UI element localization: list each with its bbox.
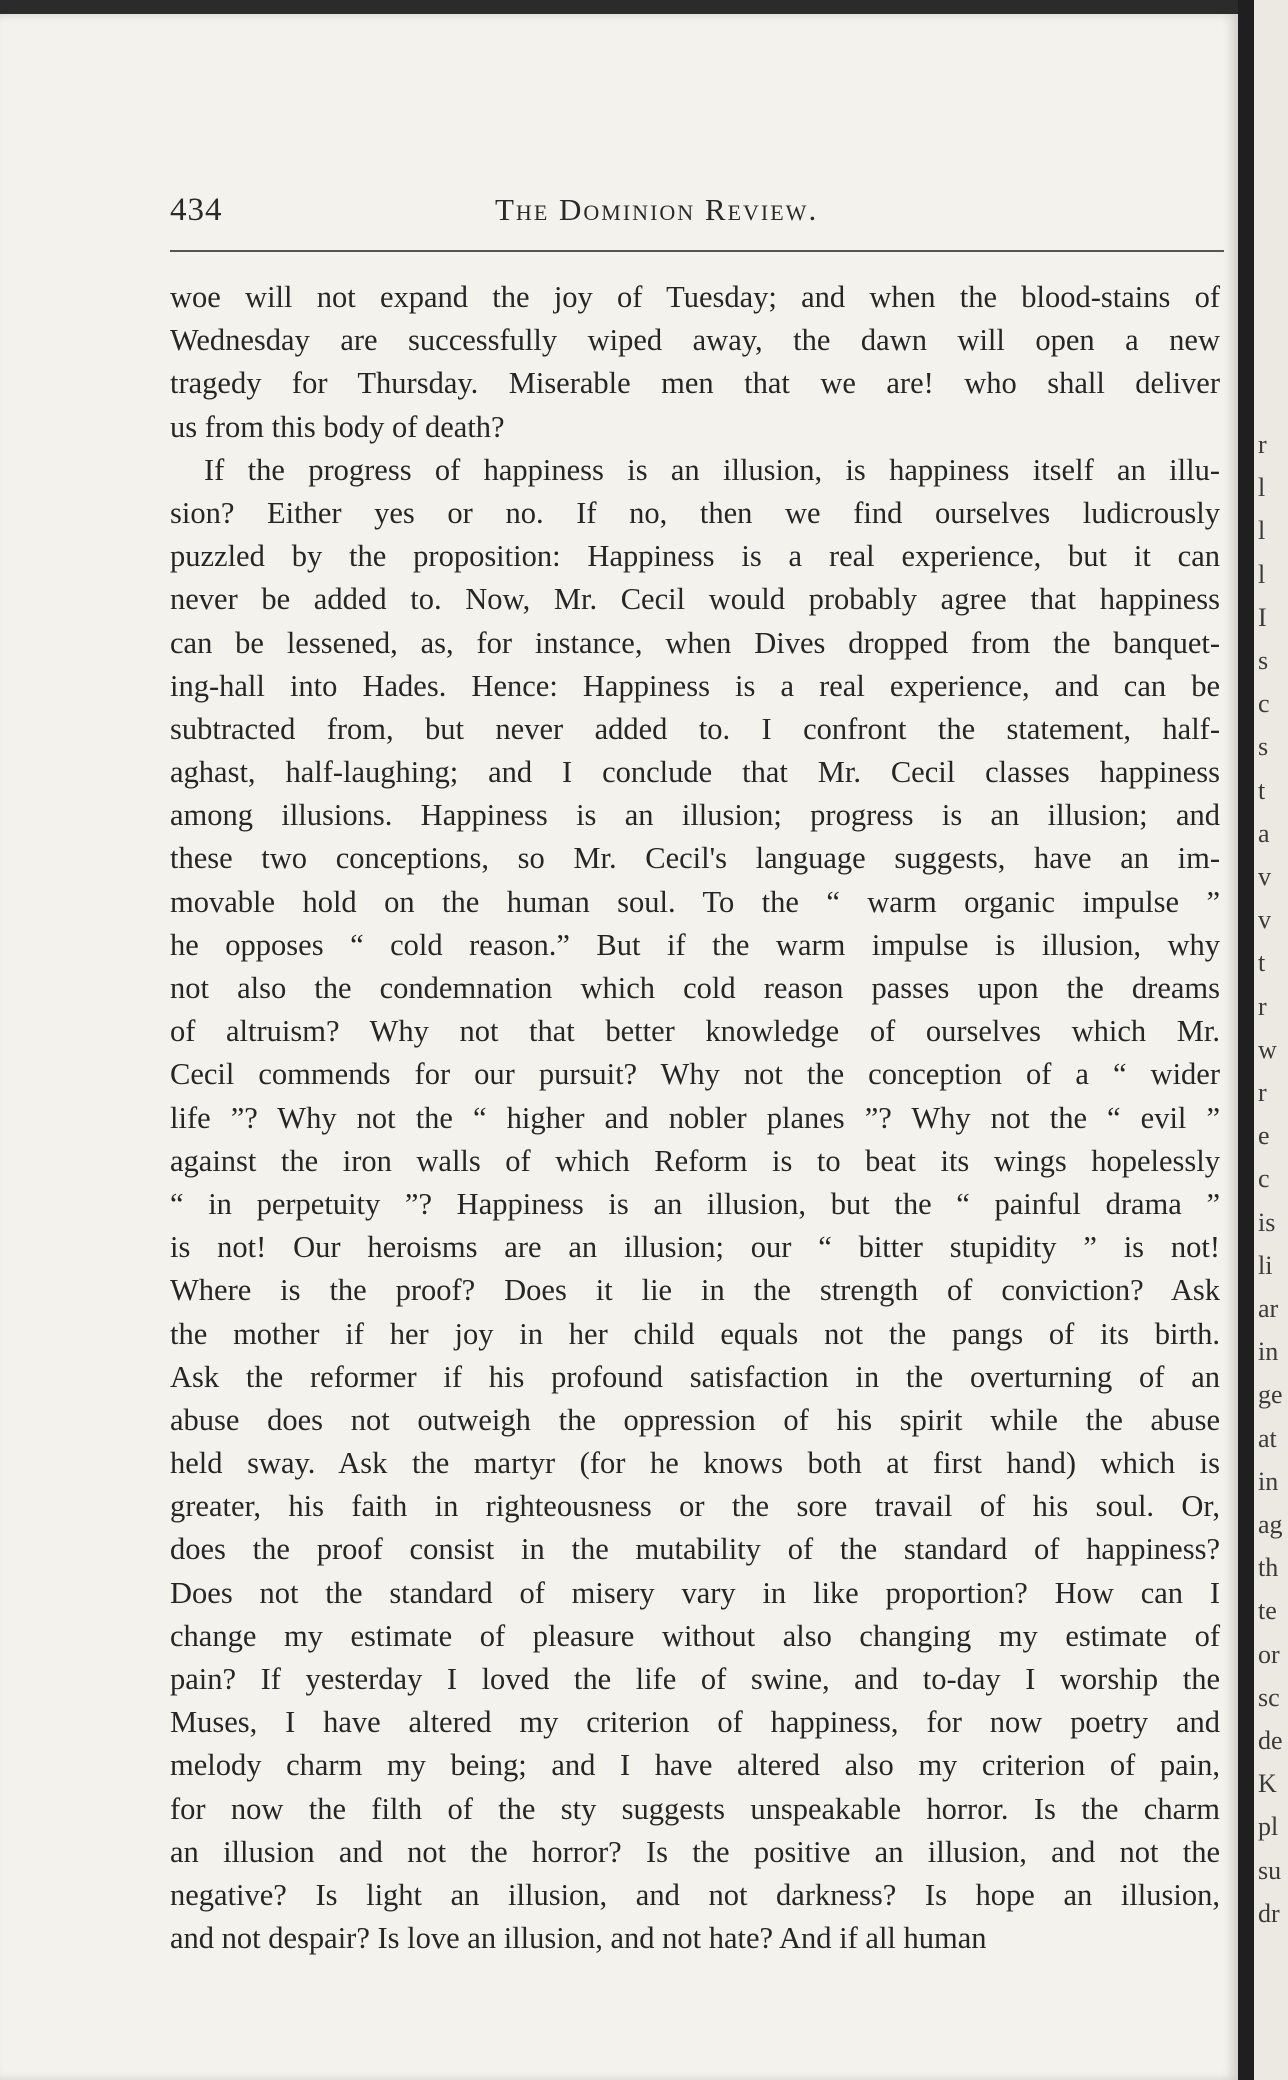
text-line: for now the filth of the sty suggests unspeakable horror. Is the charm	[170, 1791, 1220, 1826]
text-line: subtracted from, but never added to. I confront the statement, half-	[170, 711, 1220, 746]
facing-page-fragment: in	[1258, 1466, 1279, 1496]
text-line: these two conceptions, so Mr. Cecil's language suggests, have an im-	[170, 841, 1220, 876]
facing-page-fragment: v	[1258, 862, 1271, 891]
facing-page-fragment: t	[1258, 948, 1266, 978]
book-gutter	[1238, 0, 1254, 2080]
text-line: an illusion and not the horror? Is the positive an illusion, and not the	[170, 1834, 1220, 1869]
text-line: Cecil commends for our pursuit? Why not the conception of a “ wider	[170, 1057, 1220, 1092]
facing-page-fragment: w	[1258, 1034, 1277, 1064]
text-line: melody charm my being; and I have altered also my criterion of pain,	[170, 1748, 1220, 1783]
text-line: Muses, I have altered my criterion of happiness, for now poetry and	[170, 1705, 1220, 1740]
text-line: pain? If yesterday I loved the life of swine, and to-day I worship the	[170, 1662, 1220, 1696]
text-line: tragedy for Thursday. Miserable men that we are! who shall deliver	[170, 366, 1220, 401]
facing-page-fragment: te	[1258, 1596, 1277, 1626]
text-line: he opposes “ cold reason.” But if the warm impulse is illusion, why	[170, 927, 1220, 962]
facing-page-fragment: l	[1258, 516, 1266, 546]
text-line: Wednesday are successfully wiped away, the dawn will open a new	[170, 323, 1220, 358]
header-rule	[170, 250, 1224, 252]
text-line: “ in perpetuity ”? Happiness is an illusion, but the “ painful drama ”	[170, 1186, 1220, 1221]
facing-page-fragment: l	[1258, 559, 1266, 589]
text-line: held sway. Ask the martyr (for he knows both at first hand) which is	[170, 1446, 1220, 1481]
text-line: against the iron walls of which Reform is to beat its wings hopelessly	[170, 1143, 1220, 1178]
text-line: can be lessened, as, for instance, when Dives dropped from the banquet-	[170, 625, 1220, 660]
facing-page-fragment: e	[1258, 1121, 1270, 1151]
running-head	[170, 192, 1230, 242]
text-line: never be added to. Now, Mr. Cecil would probably agree that happiness	[170, 582, 1220, 617]
facing-page-fragment: r	[1258, 430, 1267, 459]
text-line: and not despair? Is love an illusion, and not hate? And if all human	[170, 1921, 987, 1956]
text-line: us from this body of death?	[170, 409, 505, 444]
facing-page-fragment: li	[1258, 1250, 1273, 1280]
facing-page-fragment: sc	[1258, 1682, 1280, 1712]
facing-page-fragment: t	[1258, 775, 1266, 805]
facing-page-fragment: su	[1258, 1855, 1282, 1885]
text-line: does the proof consist in the mutability of the standard of happiness?	[170, 1532, 1220, 1567]
journal-title: The Dominion Review.	[495, 192, 819, 227]
body-text	[170, 276, 1220, 1960]
facing-page-fragment: at	[1258, 1423, 1277, 1453]
facing-page-fragment: s	[1258, 732, 1269, 762]
text-line: If the progress of happiness is an illusion, is happiness itself an illu-	[204, 452, 1220, 487]
text-line: sion? Either yes or no. If no, then we find ourselves ludicrously	[170, 495, 1220, 530]
facing-page-fragment: a	[1258, 818, 1270, 848]
text-line: movable hold on the human soul. To the “ warm organic impulse ”	[170, 884, 1220, 919]
text-line: woe will not expand the joy of Tuesday; and when the blood-stains of	[170, 280, 1220, 314]
facing-page-fragment: s	[1258, 646, 1269, 675]
text-line: ing-hall into Hades. Hence: Happiness is a real experience, and can be	[170, 668, 1220, 703]
facing-page-fragment: I	[1258, 602, 1267, 632]
facing-page-fragment: ag	[1258, 1510, 1283, 1539]
facing-page-fragment: l	[1258, 473, 1266, 503]
facing-page-fragment: th	[1258, 1553, 1279, 1583]
text-line: puzzled by the proposition: Happiness is a real experience, but it can	[170, 539, 1220, 574]
text-line: abuse does not outweigh the oppression of his spirit while the abuse	[170, 1402, 1220, 1437]
text-line: among illusions. Happiness is an illusion; progress is an illusion; and	[170, 798, 1220, 833]
facing-page-fragment: de	[1258, 1726, 1283, 1755]
facing-page-fragment: r	[1258, 1078, 1267, 1107]
text-line: aghast, half-laughing; and I conclude that Mr. Cecil classes happiness	[170, 755, 1220, 790]
text-line: life ”? Why not the “ higher and nobler planes ”? Why not the “ evil ”	[170, 1100, 1220, 1135]
text-line: negative? Is light an illusion, and not darkness? Is hope an illusion,	[170, 1877, 1220, 1912]
facing-page-fragment: or	[1258, 1639, 1280, 1669]
text-line: of altruism? Why not that better knowledge of ourselves which Mr.	[170, 1014, 1220, 1049]
text-line: Does not the standard of misery vary in like proportion? How can I	[170, 1575, 1220, 1610]
facing-page-fragment: c	[1258, 689, 1270, 719]
facing-page-fragment: pl	[1258, 1812, 1279, 1842]
text-line: greater, his faith in righteousness or the sore travail of his soul. Or,	[170, 1489, 1220, 1524]
text-line: Where is the proof? Does it lie in the strength of conviction? Ask	[170, 1273, 1220, 1308]
facing-page-fragment: v	[1258, 905, 1271, 935]
page-number: 434	[170, 192, 223, 228]
facing-page-fragment: ge	[1258, 1380, 1283, 1410]
facing-page-fragment: is	[1258, 1207, 1276, 1237]
facing-page-fragment: in	[1258, 1337, 1279, 1367]
facing-page-fragment: r	[1258, 991, 1267, 1021]
text-line: change my estimate of pleasure without also changing my estimate of	[170, 1618, 1220, 1653]
facing-page-fragment: ar	[1258, 1294, 1279, 1323]
facing-page-fragment: dr	[1258, 1898, 1280, 1928]
facing-page-edge	[1254, 0, 1288, 2080]
text-line: not also the condemnation which cold reason passes upon the dreams	[170, 971, 1220, 1005]
facing-page-fragment: c	[1258, 1164, 1270, 1194]
facing-page-fragment: K	[1258, 1769, 1277, 1799]
text-line: Ask the reformer if his profound satisfaction in the overturning of an	[170, 1359, 1220, 1394]
text-line: the mother if her joy in her child equals not the pangs of its birth.	[170, 1316, 1220, 1351]
text-line: is not! Our heroisms are an illusion; our “ bitter stupidity ” is not!	[170, 1230, 1220, 1265]
